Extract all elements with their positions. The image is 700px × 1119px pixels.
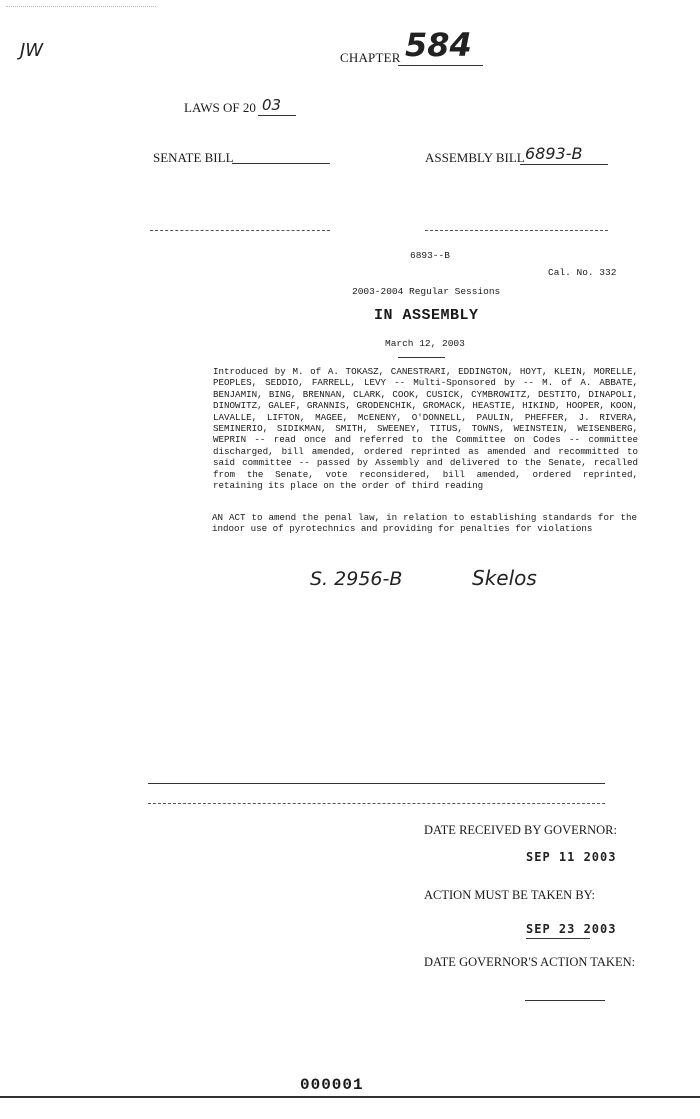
assembly-bill-label: ASSEMBLY BILL: [425, 150, 525, 165]
divider-lower-2: [148, 803, 605, 804]
divider-lower-1: [148, 783, 605, 784]
bill-number: 6893--B: [410, 250, 450, 261]
page-number: 000001: [300, 1076, 364, 1094]
action-deadline-underline: [526, 938, 590, 939]
divider-left: [150, 230, 330, 231]
laws-year: 03: [262, 96, 282, 114]
scan-noise: [6, 6, 156, 7]
chapter-underline: [398, 65, 483, 66]
date-received-stamp: SEP 11 2003: [526, 850, 617, 864]
introduction-paragraph: Introduced by M. of A. TOKASZ, CANESTRARI, EDDINGTON, HOYT, KLEIN, MORELLE, PEOPLES, SEDDIO, FARRELL, LEVY -- Multi-Sponsored by -- M. of A. ABBATE, BENJAMIN, BING, BRENNAN, CLARK, COOK, CUSICK, CYMBROWITZ, DESTITO, DINAPOLI, DINOWITZ, GALEF, GRANNIS, GRODENCHIK, GROMACK, HEASTIE, HIKIND, HOOPER, KOON, LAVALLE, LIFTON, MAGEE, McENENY, O'DONNELL, PAULIN, PHEFFER, J. RIVERA, SEMINERIO, SIDIKMAN, SMITH, SWEENEY, TITUS, TOWNS, WEINSTEIN, WEISENBERG, WEPRIN -- read once and referred to the Committee on Codes -- committee discharged, bill amended, ordered reprinted as amended and recommitted to said committee -- passed by Assembly and delivered to the Senate, recalled from the Senate, vote reconsidered, bill amended, ordered reprinted, retaining its place on the order of third reading: [213, 366, 638, 492]
calendar-number: Cal. No. 332: [548, 267, 617, 278]
divider-right: [425, 230, 608, 231]
date-received-label: DATE RECEIVED BY GOVERNOR:: [424, 823, 617, 837]
chapter-number: 584: [405, 26, 472, 64]
action-taken-blank: [525, 1000, 605, 1001]
senate-bill-label: SENATE BILL: [153, 150, 234, 165]
laws-label: LAWS OF 20: [184, 100, 256, 115]
act-title: AN ACT to amend the penal law, in relation to establishing standards for the indoor use of pyrotechnics and providing for penalties for violations: [212, 512, 637, 535]
assembly-bill-underline: [520, 164, 608, 165]
handwritten-sponsor: Skelos: [472, 566, 537, 590]
house-heading: IN ASSEMBLY: [374, 307, 479, 324]
introduction-date: March 12, 2003: [385, 338, 465, 349]
handwritten-initials: JW: [20, 40, 44, 61]
session-title: 2003-2004 Regular Sessions: [352, 286, 501, 297]
senate-bill-blank: [232, 163, 330, 164]
date-rule: [398, 357, 445, 358]
action-taken-label: DATE GOVERNOR'S ACTION TAKEN:: [424, 955, 636, 969]
bottom-border: [0, 1096, 700, 1098]
action-deadline-label: ACTION MUST BE TAKEN BY:: [424, 888, 596, 902]
handwritten-senate-bill: S. 2956-B: [310, 568, 403, 590]
chapter-label: CHAPTER: [340, 50, 401, 65]
assembly-bill-number: 6893-B: [525, 144, 583, 163]
laws-underline: [258, 115, 296, 116]
action-deadline-stamp: SEP 23 2003: [526, 922, 617, 936]
